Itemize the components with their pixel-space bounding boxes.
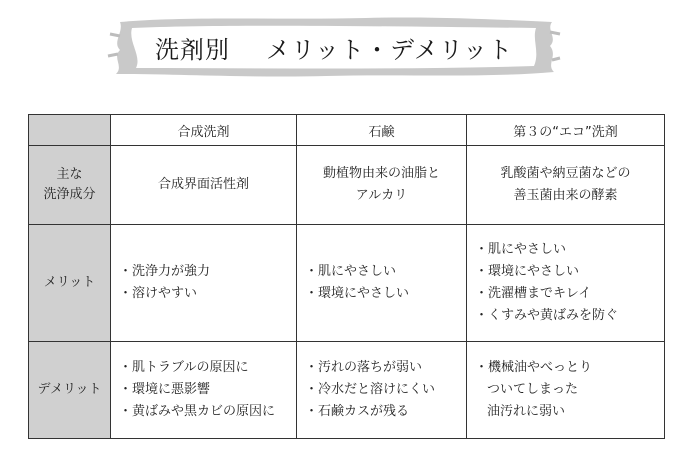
- cell-merit-eco: [467, 225, 665, 342]
- list-item: ・洗濯槽までキレイ: [475, 286, 592, 301]
- bullet-list: [119, 357, 296, 423]
- cell-ingredient-synthetic: [111, 146, 297, 225]
- list-item-continuation: 油汚れに弱い: [487, 404, 566, 419]
- cell-demerit-eco: [467, 342, 665, 439]
- list-item: ・機械油やべっとり: [475, 360, 593, 375]
- list-item: ・冷水だと溶けにくい: [305, 382, 436, 397]
- column-header-soap: 石鹸: [297, 115, 467, 146]
- title-banner: [106, 12, 562, 82]
- cell-line: 乳酸菌や納豆菌などの: [500, 166, 631, 181]
- title-left: 洗剤別: [154, 35, 230, 64]
- row-header-ingredient: [29, 146, 111, 225]
- list-item: ・石鹸カスが残る: [305, 404, 410, 419]
- table-row-ingredient: [29, 146, 665, 225]
- title-right: メリット・デメリット: [265, 35, 514, 64]
- list-item: ・汚れの落ちが弱い: [305, 360, 423, 375]
- corner-cell: [29, 115, 111, 146]
- list-item: ・肌にやさしい: [305, 264, 397, 279]
- cell-merit-soap: [297, 225, 467, 342]
- cell-line: 善玉菌由来の酵素: [513, 188, 618, 203]
- bullet-list: [475, 357, 664, 423]
- bullet-list: [305, 261, 466, 305]
- row-header-line: メリット: [43, 275, 96, 290]
- cell-ingredient-eco: [467, 146, 665, 225]
- table-row-demerit: [29, 342, 665, 439]
- cell-ingredient-soap: [297, 146, 467, 225]
- list-item: ・環境に悪影響: [119, 382, 211, 397]
- row-header-line: 主な: [56, 167, 83, 182]
- table-header-row: [29, 115, 665, 146]
- cell-merit-synthetic: [111, 225, 297, 342]
- cell-line: アルカリ: [355, 188, 408, 203]
- cell-line: 合成界面活性剤: [157, 177, 249, 192]
- bullet-list: [305, 357, 466, 423]
- column-header-synthetic: 合成洗剤: [111, 115, 297, 146]
- row-header-line: デメリット: [37, 382, 102, 397]
- list-item: ・肌トラブルの原因に: [119, 360, 249, 375]
- list-item: ・環境にやさしい: [475, 264, 580, 279]
- list-item: ・環境にやさしい: [305, 286, 410, 301]
- cell-demerit-synthetic: [111, 342, 297, 439]
- list-item-continuation: ついてしまった: [487, 382, 579, 397]
- bullet-list: [475, 239, 664, 327]
- column-header-eco: 第３の“エコ”洗剤: [467, 115, 665, 146]
- page-title: [106, 12, 562, 82]
- row-header-merit: [29, 225, 111, 342]
- row-header-line: 洗浄成分: [43, 187, 96, 202]
- row-header-demerit: [29, 342, 111, 439]
- list-item: ・黄ばみや黒カビの原因に: [119, 404, 276, 419]
- list-item: ・くすみや黄ばみを防ぐ: [475, 308, 619, 323]
- list-item: ・溶けやすい: [119, 286, 198, 301]
- comparison-table: [28, 114, 665, 439]
- cell-demerit-soap: [297, 342, 467, 439]
- list-item: ・肌にやさしい: [475, 242, 567, 257]
- bullet-list: [119, 261, 296, 305]
- cell-line: 動植物由来の油脂と: [322, 166, 440, 181]
- list-item: ・洗浄力が強力: [119, 264, 211, 279]
- table-row-merit: [29, 225, 665, 342]
